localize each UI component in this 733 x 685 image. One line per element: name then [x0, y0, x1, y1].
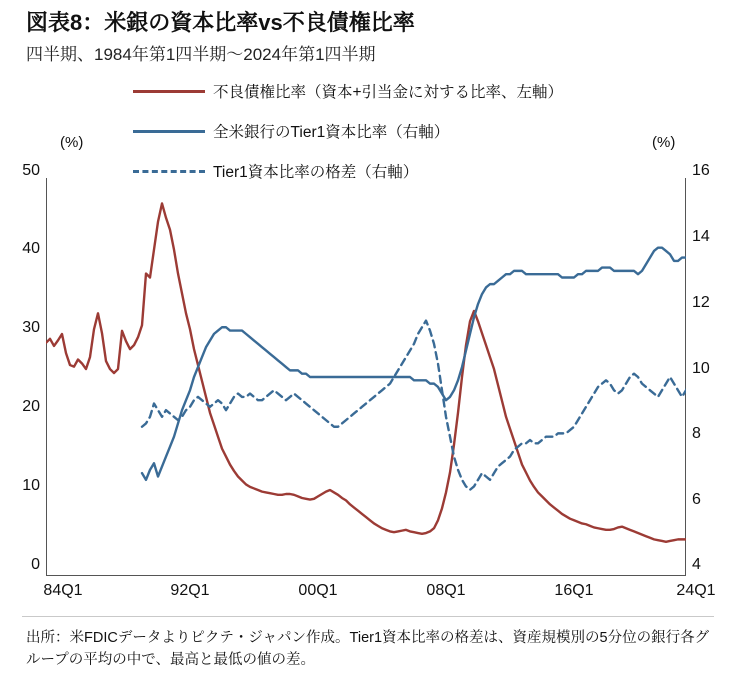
- chart-legend: [0, 72, 733, 190]
- right-tick-8: 8: [692, 425, 701, 442]
- legend-label-tier1: 全米銀行のTier1資本比率（右軸）: [213, 124, 450, 141]
- plot-area: [46, 178, 686, 576]
- right-tick-4: 4: [692, 556, 701, 573]
- legend-swatch-dashed-blue: [133, 170, 205, 173]
- right-tick-10: 10: [692, 360, 710, 377]
- right-axis-unit: (%): [652, 134, 676, 151]
- page-title: 図表8：米銀の資本比率vs不良債権比率: [26, 10, 415, 35]
- left-tick-30: 30: [22, 319, 40, 336]
- right-tick-16: 16: [692, 162, 710, 179]
- legend-item-tier1: [133, 120, 449, 142]
- footer-divider: [22, 616, 714, 617]
- left-tick-40: 40: [22, 240, 40, 257]
- legend-item-npl: [133, 80, 563, 102]
- legend-label-npl: 不良債権比率（資本+引当金に対する比率、左軸）: [213, 84, 564, 101]
- page-subtitle: 四半期、1984年第1四半期～2024年第1四半期: [26, 45, 376, 64]
- x-tick-24q1: 24Q1: [676, 582, 716, 599]
- left-tick-50: 50: [22, 162, 40, 179]
- right-tick-12: 12: [692, 294, 710, 311]
- x-tick-84q1: 84Q1: [43, 582, 83, 599]
- right-tick-6: 6: [692, 491, 701, 508]
- legend-swatch-solid-blue: [133, 130, 205, 133]
- legend-label-tier1-gap: Tier1資本比率の格差（右軸）: [213, 164, 419, 181]
- left-tick-20: 20: [22, 398, 40, 415]
- source-note: 出所：米FDICデータよりピクテ・ジャパン作成。Tier1資本比率の格差は、資産規模別の5分位の銀行各グループの平均の中で、最高と最低の値の差。: [26, 630, 710, 668]
- left-axis-unit: (%): [60, 134, 84, 151]
- x-tick-92q1: 92Q1: [170, 582, 210, 599]
- x-tick-16q1: 16Q1: [554, 582, 594, 599]
- right-tick-14: 14: [692, 228, 710, 245]
- legend-swatch-solid-red: [133, 90, 205, 93]
- chart-canvas: [46, 178, 686, 576]
- x-tick-08q1: 08Q1: [426, 582, 466, 599]
- left-tick-10: 10: [22, 477, 40, 494]
- left-tick-0: 0: [31, 556, 40, 573]
- x-tick-00q1: 00Q1: [298, 582, 338, 599]
